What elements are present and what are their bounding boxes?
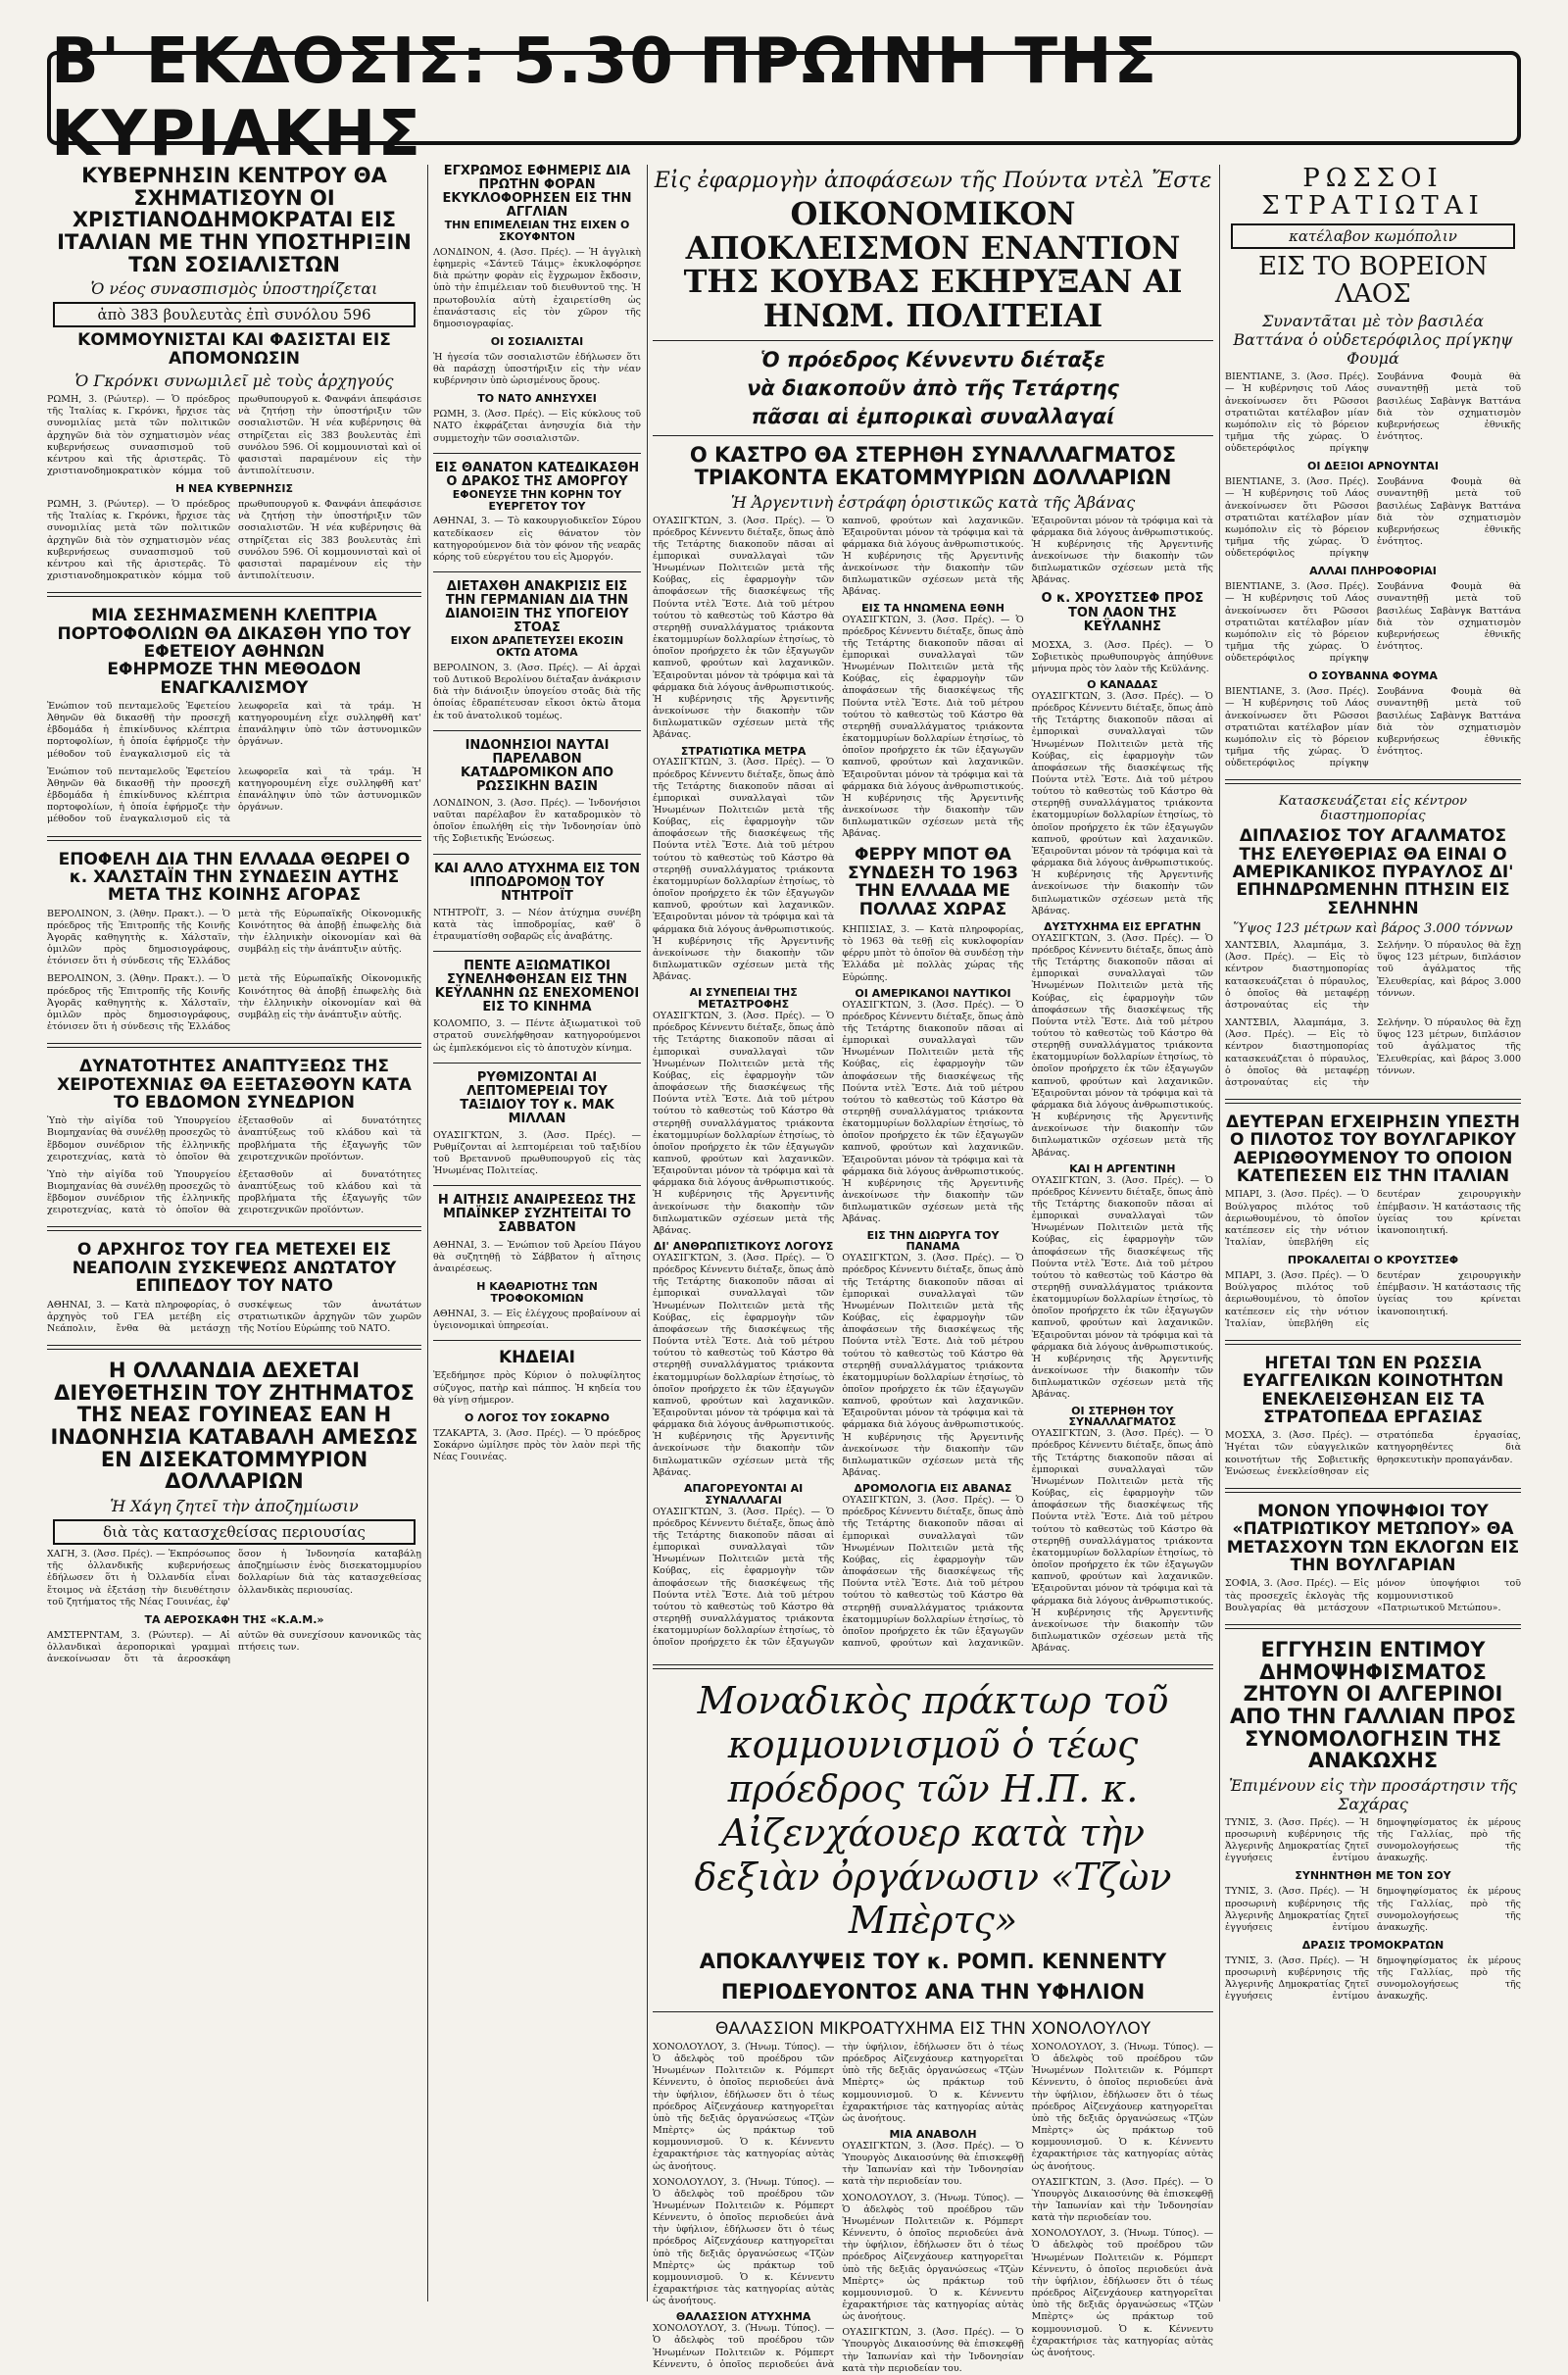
article-paragraph: ΟΥΑΣΙΓΚΤΩΝ, 3. (Ἀσσ. Πρές). — Ὁ πρόεδρος Κέννεντυ διέταξε, ὅπως ἀπὸ τῆς Τετάρτης διακοποῦν πᾶσαι αἱ ἐμπορικαὶ συναλλαγαὶ τῶν Ἡνωμένων Πολιτειῶν μετὰ τῆς Κούβας, εἰς ἐφαρμογὴν τῶν ἀποφάσεων τῆς διασκέψεως τῆς Πούντα ντὲλ Ἔστε. Διὰ τοῦ μέτρου τούτου τὸ καθεστὼς τοῦ Κάστρο θὰ στερηθῇ συναλλάγματος τριάκοντα ἑκατομμυρίων δολλαρίων ἐτησίως, τὸ ὁποῖον προήρχετο ἐκ τῶν ἐξαγωγῶν καπνοῦ, φρούτων καὶ λαχανικῶν. Ἐξαιροῦνται μόνον τὰ τρόφιμα καὶ τὰ φάρμακα διὰ λόγους ἀνθρωπιστικούς. Ἡ κυβέρνησις τῆς Ἀργεντινῆς ἀνεκοίνωσε τὴν διακοπὴν τῶν διπλωματικῶν σχέσεων μετὰ τῆς Ἀβάνας. (653, 515, 835, 741)
divider (47, 836, 421, 841)
article-paragraph: ΜΟΣΧΑ, 3. (Ἀσσ. Πρές). — Ὁ Σοβιετικὸς πρωθυπουργὸς ἀπηύθυνε μήνυμα πρὸς τὸν λαὸν τῆς Κεϋλάνης. (1031, 639, 1213, 674)
section-mini-heading: ΟΙ ΣΤΕΡΗΘΗ ΤΟΥ ΣΥΝΑΛΛΑΓΜΑΤΟΣ (1068, 1404, 1177, 1429)
article-body: ΧΑΝΤΣΒΙΛ, Ἀλαμπάμα, 3. (Ἀσσ. Πρές). — Εἰς τὸ κέντρον διαστημοπορίας κατασκευάζεται ὁ πύραυλος, ὁ ὁποῖος θὰ μεταφέρῃ ἀστροναύτας εἰς τὴν Σελήνην. Ὁ πύραυλος θὰ ἔχῃ ὕψος 123 μέτρων, διπλάσιον τοῦ ἀγάλματος τῆς Ἐλευθερίας, καὶ βάρος 3.000 τόννων. (1225, 940, 1521, 1011)
article-paragraph: ΧΟΝΟΛΟΥΛΟΥ, 3. (Ἡνωμ. Τύπος). — Ὁ ἀδελφὸς τοῦ προέδρου τῶν Ἡνωμένων Πολιτειῶν κ. Ρόμπερτ Κέννεντυ, ὁ ὁποῖος περιοδεύει ἀνὰ τὴν ὑφήλιον, ἐδήλωσεν ὅτι ὁ τέως πρόεδρος Αἰζενχάουερ κατηγορεῖται ὑπὸ τῆς δεξιᾶς ὀργανώσεως «Τζὼν Μπὲρτς» ὡς πράκτωρ τοῦ κομμουνισμοῦ. Ὁ κ. Κέννεντυ ἐχαρακτήρισε τὰς κατηγορίας αὐτὰς ὡς ἀνοήτους. (653, 2041, 835, 2172)
article-headline: Η ΑΙΤΗΣΙΣ ΑΝΑΙΡΕΣΕΩΣ ΤΗΣ ΜΠΑΪΝΚΕΡ ΣΥΖΗΤΕΙΤΑΙ ΤΟ ΣΑΒΒΑΤΟΝ (437, 1193, 637, 1236)
article-paragraph: ΟΥΑΣΙΓΚΤΩΝ, 3. (Ἀσσ. Πρές). — Ὁ πρόεδρος Κέννεντυ διέταξε, ὅπως ἀπὸ τῆς Τετάρτης διακοποῦν πᾶσαι αἱ ἐμπορικαὶ συναλλαγαὶ τῶν Ἡνωμένων Πολιτειῶν μετὰ τῆς Κούβας, εἰς ἐφαρμογὴν τῶν ἀποφάσεων τῆς διασκέψεως τῆς Πούντα ντὲλ Ἔστε. Διὰ τοῦ μέτρου τούτου τὸ καθεστὼς τοῦ Κάστρο θὰ στερηθῇ συναλλάγματος τριάκοντα ἑκατομμυρίων δολλαρίων ἐτησίως, τὸ ὁποῖον προήρχετο ἐκ τῶν ἐξαγωγῶν καπνοῦ, φρούτων καὶ λαχανικῶν. Ἐξαιροῦνται μόνον τὰ τρόφιμα καὶ τὰ φάρμακα διὰ λόγους ἀνθρωπιστικούς. Ἡ κυβέρνησις τῆς Ἀργεντινῆς ἀνεκοίνωσε τὴν διακοπὴν τῶν διπλωματικῶν σχέσεων μετὰ τῆς Ἀβάνας. (842, 999, 1024, 1225)
column-rule (647, 165, 648, 2301)
divider (1225, 1340, 1521, 1345)
edition-banner (47, 25, 1521, 171)
article-headline: ΡΥΘΜΙΖΟΝΤΑΙ ΑΙ ΛΕΠΤΟΜΕΡΕΙΑΙ ΤΟΥ ΤΑΞΙΔΙΟΥ ΤΟΥ κ. ΜΑΚ ΜΙΛΛΑΝ (460, 1069, 614, 1126)
article-eisenhower (653, 1679, 1213, 2375)
article-body: ΑΘΗΝΑΙ, 3. — Εἰς ἐλέγχους προβαίνουν αἱ ὑγειονομικαὶ ὑπηρεσίαι. (433, 1308, 641, 1331)
section-mini-heading: ΔΡΟΜΟΛΟΓΙΑ ΕΙΣ ΑΒΑΝΑΣ (854, 1482, 1012, 1496)
article-headline: ΠΕΝΤΕ ΑΞΙΩΜΑΤΙΚΟΙ ΣΥΝΕΛΗΦΘΗΣΑΝ ΕΙΣ ΤΗΝ ΚΕΫΛΑΝΗΝ ΩΣ ΕΝΕΧΟΜΕΝΟΙ ΕΙΣ ΤΟ ΚΙΝΗΜΑ (434, 959, 640, 1015)
section-mini-heading: ΔΥΣΤΥΧΗΜΑ ΕΙΣ ΕΡΓΑΤΗΝ (1044, 919, 1201, 933)
article-body: ΑΘΗΝΑΙ, 3. — Τὸ κακουργιοδικεῖον Σύρου κατεδίκασεν εἰς θάνατον τὸν κατηγορούμενον διὰ τὸν φόνον τῆς νεαρᾶς κόρης τοῦ εὐεργέτου του εἰς Ἀμοργόν. (433, 516, 641, 563)
divider (1225, 1099, 1521, 1104)
article-headline: ΡΩΣΣΟΙ ΣΤΡΑΤΙΩΤΑΙ (1261, 164, 1485, 222)
main-subheading: πᾶσαι αἱ ἐμπορικαὶ συναλλαγαί (751, 404, 1115, 428)
krushchev-headline: Ο κ. ΧΡΟΥΣΤΣΕΦ ΠΡΟΣ ΤΟΝ ΛΑΟΝ ΤΗΣ ΚΕΫΛΑΝΗΣ (1041, 591, 1204, 634)
article-body: ΡΩΜΗ, 3. (Ἀσσ. Πρές). — Εἰς κύκλους τοῦ ΝΑΤΟ ἐκφράζεται ἀνησυχία διὰ τὴν συμμετοχὴν τῶν σοσιαλιστῶν. (433, 409, 641, 444)
section-mini-heading: ΤΑ ΑΕΡΟΣΚΑΦΗ ΤΗΣ «Κ.Α.Μ.» (144, 1612, 324, 1626)
divider (1225, 1624, 1521, 1629)
divider (433, 951, 641, 952)
article-body: ΚΟΛΟΜΠΟ, 3. — Πέντε ἀξιωματικοὶ τοῦ στρατοῦ συνελήφθησαν κατηγορούμενοι ὡς ἐμπλεκόμενοι εἰς τὸ ἀποτυχὸν κίνημα. (433, 1018, 641, 1054)
section-mini-heading: Η ΚΑΘΑΡΙΟΤΗΣ ΤΩΝ ΤΡΟΦΟΚΟΜΙΩΝ (476, 1279, 598, 1305)
section-mini-heading: Ο ΚΑΝΑΔΑΣ (1087, 678, 1158, 692)
article-body: ΑΜΣΤΕΡΝΤΑΜ, 3. (Ρώυτερ). — Αἱ ὀλλανδικαὶ ἀεροπορικαὶ γραμμαὶ ἀνεκοίνωσαν ὅτι τὰ ἀεροσκάφη αὐτῶν θὰ συνεχίσουν κανονικῶς τὰς πτήσεις των. (47, 1629, 421, 1665)
article-headline: Η ΟΛΛΑΝΔΙΑ ΔΕΧΕΤΑΙ ΔΙΕΥΘΕΤΗΣΙΝ ΤΟΥ ΖΗΤΗΜΑΤΟΣ ΤΗΣ ΝΕΑΣ ΓΟΥΙΝΕΑΣ ΕΑΝ Η ΙΝΔΟΝΗΣΙΑ ΚΑΤΑΒΑΛΗ ΑΜΕΣΩΣ ΕΝ ΔΙΣΕΚΑΤΟΜΜΥΡΙΟΝ ΔΟΛΛΑΡΙΩΝ (50, 1359, 418, 1494)
article-amorgos (433, 462, 641, 564)
article-paragraph: ΟΥΑΣΙΓΚΤΩΝ, 3. (Ἀσσ. Πρές). — Ὁ Ὑπουργὸς Δικαιοσύνης θὰ ἐπισκεφθῇ τὴν Ἰαπωνίαν καὶ τὴν Ἰνδονησίαν κατὰ τὴν περιοδείαν του. (1031, 2176, 1213, 2224)
article-body: ΧΑΓΗ, 3. (Ἀσσ. Πρές). — Ἐκπρόσωπος τῆς ὀλλανδικῆς κυβερνήσεως ἐδήλωσεν ὅτι ἡ Ὀλλανδία εἶναι ἕτοιμος νὰ ἐξετάσῃ τὴν διευθέτησιν τοῦ ζητήματος τῆς Νέας Γουινέας, ἐφ' ὅσον ἡ Ἰνδονησία καταβάλῃ ἀποζημίωσιν ἑνὸς δισεκατομμυρίου δολλαρίων διὰ τὰς κατασχεθείσας ὀλλανδικὰς περιουσίας. (47, 1549, 421, 1608)
article-headline: Ο ΚΑΣΤΡΟ ΘΑ ΣΤΕΡΗΘΗ ΣΥΝΑΛΛΑΓΜΑΤΟΣ ΤΡΙΑΚΟΝΤΑ ΕΚΑΤΟΜΜΥΡΙΩΝ ΔΟΛΛΑΡΙΩΝ (689, 443, 1177, 489)
divider (47, 1226, 421, 1231)
divider (653, 435, 1213, 436)
article-evangelicals (1225, 1355, 1521, 1478)
article-body: ΒΕΡΟΛΙΝΟΝ, 3. (Ἀσσ. Πρές). — Αἱ ἀρχαὶ τοῦ Δυτικοῦ Βερολίνου διέταξαν ἀνάκρισιν διὰ τὴν διάνοιξιν ὑπογείου στοᾶς διὰ τῆς ὁποίας ἐδραπέτευσαν εἴκοσι ὀκτὼ ἄτομα ἐκ τοῦ ἀνατολικοῦ τομέως. (433, 662, 641, 721)
article-headline: ΕΙΣ ΘΑΝΑΤΟΝ ΚΑΤΕΔΙΚΑΣΘΗ Ο ΔΡΑΚΟΣ ΤΗΣ ΑΜΟΡΓΟΥ (434, 460, 640, 489)
article-subheading: Ἐπιμένουν εἰς τὴν προσάρτησιν τῆς Σαχάρας (1228, 1775, 1517, 1813)
article-crafts (47, 1058, 421, 1216)
section-mini-heading: ΚΑΙ Η ΑΡΓΕΝΤΙΝΗ (1069, 1162, 1176, 1175)
article-headline-secondary: ΚΟΜΜΟΥΝΙΣΤΑΙ ΚΑΙ ΦΑΣΙΣΤΑΙ ΕΙΣ ΑΠΟΜΟΝΩΣΙΝ (77, 330, 391, 369)
section-mini-heading: ΔΙ' ΑΝΘΡΩΠΙΣΤΙΚΟΥΣ ΛΟΓΟΥΣ (653, 1240, 834, 1254)
article-body: ΑΘΗΝΑΙ, 3. — Ἐνώπιον τοῦ Ἀρείου Πάγου θὰ συζητηθῇ τὸ Σάββατον ἡ αἴτησις ἀναιρέσεως. (433, 1239, 641, 1274)
edition-banner-text: Β' ΕΚΔΟΣΙΣ: 5.30 ΠΡΩΙΝΗ ΤΗΣ ΚΥΡΙΑΚΗΣ (51, 25, 1159, 171)
divider (47, 1345, 421, 1350)
article-headline-secondary: ΕΦΗΡΜΟΖΕ ΤΗΝ ΜΕΘΟΔΟΝ ΕΝΑΓΚΑΛΙΣΜΟΥ (107, 660, 362, 698)
section-mini-heading: ΟΙ ΣΟΣΙΑΛΙΣΤΑΙ (490, 334, 584, 348)
article-subheading: Ἡ Ἀργεντινὴ ἐστράφη ὁριστικῶς κατὰ τῆς Ἀβάνας (730, 492, 1136, 512)
divider (1225, 1488, 1521, 1493)
article-body: ΛΟΝΔΙΝΟΝ, 4. (Ἀσσ. Πρές). — Ἡ ἀγγλικὴ ἐφημερὶς «Σάντεϋ Τάιμς» ἐκυκλοφόρησε διὰ πρώτην φορὰν εἰς ἔγχρωμον ἔκδοσιν, ὑπὸ τὴν ἐπιμέλειαν τοῦ διευθυντοῦ της. Ἡ πρωτοβουλία αὐτὴ ἐχαιρετίσθη ὡς ἐπανάστασις εἰς τὸν χῶρον τῆς δημοσιογραφίας. (433, 246, 641, 329)
article-headline: ΗΓΕΤΑΙ ΤΩΝ ΕΝ ΡΩΣΣΙΑ ΕΥΑΓΓΕΛΙΚΩΝ ΚΟΙΝΟΤΗΤΩΝ ΕΝΕΚΛΕΙΣΘΗΣΑΝ ΕΙΣ ΤΑ ΣΤΡΑΤΟΠΕΔΑ ΕΡΓΑΣΙΑΣ (1242, 1353, 1504, 1427)
section-mini-heading: ΘΑΛΑΣΣΙΟΝ ΑΤΥΧΗΜΑ (675, 2310, 811, 2324)
divider (433, 1185, 641, 1186)
article-headline: ΚΗΔΕΙΑΙ (499, 1348, 575, 1368)
article-color-paper (433, 165, 641, 445)
ferry-headline: ΦΕΡΡΥ ΜΠΟΤ ΘΑ ΣΥΝΔΕΣΗ ΤΟ 1963 ΤΗΝ ΕΛΛΑΔΑ ΜΕ ΠΟΛΛΑΣ ΧΩΡΑΣ (848, 845, 1018, 919)
article-funerals (433, 1349, 641, 1463)
article-paragraph: ΟΥΑΣΙΓΚΤΩΝ, 3. (Ἀσσ. Πρές). — Ὁ πρόεδρος Κέννεντυ διέταξε, ὅπως ἀπὸ τῆς Τετάρτης διακοποῦν πᾶσαι αἱ ἐμπορικαὶ συναλλαγαὶ τῶν Ἡνωμένων Πολιτειῶν μετὰ τῆς Κούβας, εἰς ἐφαρμογὴν τῶν ἀποφάσεων τῆς διασκέψεως τῆς Πούντα ντὲλ Ἔστε. Διὰ τοῦ μέτρου τούτου τὸ καθεστὼς τοῦ Κάστρο θὰ στερηθῇ συναλλάγματος τριάκοντα ἑκατομμυρίων δολλαρίων ἐτησίως, τὸ ὁποῖον προήρχετο ἐκ τῶν ἐξαγωγῶν καπνοῦ, φρούτων καὶ λαχανικῶν. Ἐξαιροῦνται μόνον τὰ τρόφιμα καὶ τὰ φάρμακα διὰ λόγους ἀνθρωπιστικούς. Ἡ κυβέρνησις τῆς Ἀργεντινῆς ἀνεκοίνωσε τὴν διακοπὴν τῶν διπλωματικῶν σχέσεων μετὰ τῆς Ἀβάνας. (653, 1252, 835, 1478)
section-mini-heading: ΠΡΟΚΑΛΕΙΤΑΙ Ο ΚΡΟΥΣΤΣΕΦ (1287, 1254, 1459, 1267)
boxed-subheading: κατέλαβον κωμόπολιν (1231, 223, 1515, 249)
article-headline: Ο ΑΡΧΗΓΟΣ ΤΟΥ ΓΕΑ ΜΕΤΕΧΕΙ ΕΙΣ ΝΕΑΠΟΛΙΝ ΣΥΣΚΕΨΕΩΣ ΑΝΩΤΑΤΟΥ ΕΠΙΠΕΔΟΥ ΤΟΥ ΝΑΤΟ (72, 1240, 397, 1297)
feature-subheading: ΠΕΡΙΟΔΕΥΟΝΤΟΣ ΑΝΑ ΤΗΝ ΥΦΗΛΙΟΝ (720, 1979, 1146, 2004)
article-body-columns (653, 2042, 1213, 2375)
section-mini-heading: ΟΙ ΑΜΕΡΙΚΑΝΟΙ ΝΑΥΤΙΚΟΙ (855, 986, 1011, 1000)
divider (653, 1664, 1213, 1669)
column-rule (427, 165, 428, 2301)
article-body: ΣΟΦΙΑ, 3. (Ἀσσ. Πρές). — Εἰς τὰς προσεχεῖς ἐκλογὰς τῆς Βουλγαρίας θὰ μετάσχουν μόνον ὑποψήφιοι τοῦ κομμουνιστικοῦ «Πατριωτικοῦ Μετώπου». (1225, 1578, 1521, 1613)
article-headline: ΕΓΧΡΩΜΟΣ ΕΦΗΜΕΡΙΣ ΔΙΑ ΠΡΩΤΗΝ ΦΟΡΑΝ ΕΚΥΚΛΟΦΟΡΗΣΕΝ ΕΙΣ ΤΗΝ ΑΓΓΛΙΑΝ (442, 164, 632, 221)
article-bulgaria-elections (1225, 1503, 1521, 1614)
article-body: ΒΙΕΝΤΙΑΝΕ, 3. (Ἀσσ. Πρές). — Ἡ κυβέρνησις τοῦ Λάος ἀνεκοίνωσεν ὅτι Ρῶσσοι στρατιῶται κατέλαβον μίαν κωμόπολιν εἰς τὸ βόρειον τμῆμα τῆς χώρας. Ὁ οὐδετερόφιλος πρίγκηψ Σουβάννα Φουμὰ θὰ συναντηθῇ μετὰ τοῦ βασιλέως Σαβὰνγκ Βαττάνα διὰ τὸν σχηματισμὸν κυβερνήσεως ἐθνικῆς ἑνότητος. (1225, 581, 1521, 665)
section-mini-heading: Η ΝΕΑ ΚΥΒΕΡΝΗΣΙΣ (174, 482, 294, 496)
article-body: Ὑπὸ τὴν αἰγίδα τοῦ Ὑπουργείου Βιομηχανίας θὰ συνέλθῃ προσεχῶς τὸ ἕβδομον συνέδριον τῆς ἑλληνικῆς χειροτεχνίας, κατὰ τὸ ὁποῖον θὰ ἐξετασθοῦν αἱ δυνατότητες ἀναπτύξεως τοῦ κλάδου καὶ τὰ προβλήματα τῆς ἐξαγωγῆς τῶν χειροτεχνικῶν προϊόντων. (47, 1168, 421, 1216)
article-hippodrome (433, 863, 641, 944)
divider (433, 730, 641, 731)
article-subheading: ΕΙΧΟΝ ΔΡΑΠΕΤΕΥΣΕΙ ΕΚΟΣΙΝ ΟΚΤΩ ΑΤΟΜΑ (450, 634, 624, 660)
article-body: Ἐνώπιον τοῦ πενταμελοῦς Ἐφετείου Ἀθηνῶν θὰ δικασθῇ τὴν προσεχῆ ἑβδομάδα ἡ ἐπικίνδυνος κλέπτρια πορτοφολίων, ἡ ὁποία ἐφήρμοζε τὴν μέθοδον τοῦ ἐναγκαλισμοῦ εἰς τὰ λεωφορεῖα καὶ τὰ τράμ. Ἡ κατηγορουμένη εἶχε συλληφθῆ κατ' ἐπανάληψιν ὑπὸ τῶν ἀστυνομικῶν ὀργάνων. (47, 766, 421, 825)
section-mini-heading: ΑΛΛΑΙ ΠΛΗΡΟΦΟΡΙΑΙ (1309, 565, 1437, 578)
article-body: ΡΩΜΗ, 3. (Ρώυτερ). — Ὁ πρόεδρος τῆς Ἰταλίας κ. Γκρόνκι, ἤρχισε τὰς συνομιλίας μετὰ τῶν πολιτικῶν ἀρχηγῶν διὰ τὸν σχηματισμὸν νέας κυβερνήσεως συνασπισμοῦ τοῦ κέντρου καὶ τῆς ἀριστερᾶς. Τὸ χριστιανοδημοκρατικὸν κόμμα τοῦ πρωθυπουργοῦ κ. Φανφάνι ἀπεφάσισε νὰ ζητήσῃ τὴν ὑποστήριξιν τῶν σοσιαλιστῶν. Ἡ νέα κυβέρνησις θὰ στηρίζεται εἰς 383 βουλευτὰς ἐπὶ συνόλου 596. Οἱ κομμουνισταὶ καὶ οἱ φασισταὶ παραμένουν εἰς τὴν ἀντιπολίτευσιν. (47, 394, 421, 477)
feature-headline: Μοναδικὸς πράκτωρ τοῦ κομμουνισμοῦ ὁ τέως πρόεδρος τῶν Η.Π. κ. Αἰζενχάουερ κατὰ τὴν δεξιὰν ὀργάνωσιν «Τζὼν Μπὲρτς» (694, 1679, 1172, 1943)
article-body: ΜΠΑΡΙ, 3. (Ἀσσ. Πρές). — Ὁ Βούλγαρος πιλότος τοῦ ἀεριωθουμένου, τὸ ὁποῖον κατέπεσεν εἰς τὴν νότιον Ἰταλίαν, ὑπεβλήθη εἰς δευτέραν χειρουργικὴν ἐπέμβασιν. Ἡ κατάστασις τῆς ὑγείας του κρίνεται ἱκανοποιητική. (1225, 1270, 1521, 1329)
article-paragraph: ΟΥΑΣΙΓΚΤΩΝ, 3. (Ἀσσ. Πρές). — Ὁ πρόεδρος Κέννεντυ διέταξε, ὅπως ἀπὸ τῆς Τετάρτης διακοποῦν πᾶσαι αἱ ἐμπορικαὶ συναλλαγαὶ τῶν Ἡνωμένων Πολιτειῶν μετὰ τῆς Κούβας, εἰς ἐφαρμογὴν τῶν ἀποφάσεων τῆς διασκέψεως τῆς Πούντα ντὲλ Ἔστε. Διὰ τοῦ μέτρου τούτου τὸ καθεστὼς τοῦ Κάστρο θὰ στερηθῇ συναλλάγματος τριάκοντα ἑκατομμυρίων δολλαρίων ἐτησίως, τὸ ὁποῖον προήρχετο ἐκ τῶν ἐξαγωγῶν καπνοῦ, φρούτων καὶ λαχανικῶν. Ἐξαιροῦνται μόνον τὰ τρόφιμα καὶ τὰ φάρμακα διὰ λόγους ἀνθρωπιστικούς. Ἡ κυβέρνησις τῆς Ἀργεντινῆς ἀνεκοίνωσε τὴν διακοπὴν τῶν διπλωματικῶν σχέσεων μετὰ τῆς Ἀβάνας. (653, 515, 1024, 1649)
article-body: ΑΘΗΝΑΙ, 3. — Κατὰ πληροφορίας, ὁ ἀρχηγὸς τοῦ ΓΕΑ μετέβη εἰς Νεάπολιν, ἔνθα θὰ μετάσχῃ συσκέψεως τῶν ἀνωτάτων στρατιωτικῶν ἀρχηγῶν τῶν χωρῶν τῆς Νοτίου Εὐρώπης τοῦ ΝΑΤΟ. (47, 1299, 421, 1334)
divider (653, 340, 1213, 341)
column-4 (1225, 165, 1521, 2311)
article-paragraph: ΟΥΑΣΙΓΚΤΩΝ, 3. (Ἀσσ. Πρές). — Ὁ πρόεδρος Κέννεντυ διέταξε, ὅπως ἀπὸ τῆς Τετάρτης διακοποῦν πᾶσαι αἱ ἐμπορικαὶ συναλλαγαὶ τῶν Ἡνωμένων Πολιτειῶν μετὰ τῆς Κούβας, εἰς ἐφαρμογὴν τῶν ἀποφάσεων τῆς διασκέψεως τῆς Πούντα ντὲλ Ἔστε. Διὰ τοῦ μέτρου τούτου τὸ καθεστὼς τοῦ Κάστρο θὰ στερηθῇ συναλλάγματος τριάκοντα ἑκατομμυρίων δολλαρίων ἐτησίως, τὸ ὁποῖον προήρχετο ἐκ τῶν ἐξαγωγῶν καπνοῦ, φρούτων καὶ λαχανικῶν. Ἐξαιροῦνται μόνον τὰ τρόφιμα καὶ τὰ φάρμακα διὰ λόγους ἀνθρωπιστικούς. Ἡ κυβέρνησις τῆς Ἀργεντινῆς ἀνεκοίνωσε τὴν διακοπὴν τῶν διπλωματικῶν σχέσεων μετὰ τῆς Ἀβάνας. (842, 515, 1213, 1650)
column-2 (433, 165, 641, 2311)
article-paragraph: ΟΥΑΣΙΓΚΤΩΝ, 3. (Ἀσσ. Πρές). — Ὁ πρόεδρος Κέννεντυ διέταξε, ὅπως ἀπὸ τῆς Τετάρτης διακοποῦν πᾶσαι αἱ ἐμπορικαὶ συναλλαγαὶ τῶν Ἡνωμένων Πολιτειῶν μετὰ τῆς Κούβας, εἰς ἐφαρμογὴν τῶν ἀποφάσεων τῆς διασκέψεως τῆς Πούντα ντὲλ Ἔστε. Διὰ τοῦ μέτρου τούτου τὸ καθεστὼς τοῦ Κάστρο θὰ στερηθῇ συναλλάγματος τριάκοντα ἑκατομμυρίων δολλαρίων ἐτησίως, τὸ ὁποῖον προήρχετο ἐκ τῶν ἐξαγωγῶν καπνοῦ, φρούτων καὶ λαχανικῶν. Ἐξαιροῦνται μόνον τὰ τρόφιμα καὶ τὰ φάρμακα διὰ λόγους ἀνθρωπιστικούς. Ἡ κυβέρνησις τῆς Ἀργεντινῆς ἀνεκοίνωσε τὴν διακοπὴν τῶν διπλωματικῶν σχέσεων μετὰ τῆς Ἀβάνας. (842, 614, 1024, 840)
article-paragraph: ΟΥΑΣΙΓΚΤΩΝ, 3. (Ἀσσ. Πρές). — Ὁ πρόεδρος Κέννεντυ διέταξε, ὅπως ἀπὸ τῆς Τετάρτης διακοποῦν πᾶσαι αἱ ἐμπορικαὶ συναλλαγαὶ τῶν Ἡνωμένων Πολιτειῶν μετὰ τῆς Κούβας, εἰς ἐφαρμογὴν τῶν ἀποφάσεων τῆς διασκέψεως τῆς Πούντα ντὲλ Ἔστε. Διὰ τοῦ μέτρου τούτου τὸ καθεστὼς τοῦ Κάστρο θὰ στερηθῇ συναλλάγματος τριάκοντα ἑκατομμυρίων δολλαρίων ἐτησίως, τὸ ὁποῖον προήρχετο ἐκ τῶν ἐξαγωγῶν καπνοῦ, φρούτων καὶ λαχανικῶν. Ἐξαιροῦνται μόνον τὰ τρόφιμα καὶ τὰ φάρμακα διὰ λόγους ἀνθρωπιστικούς. Ἡ κυβέρνησις τῆς Ἀργεντινῆς ἀνεκοίνωσε τὴν διακοπὴν τῶν διπλωματικῶν σχέσεων μετὰ τῆς Ἀβάνας. (1031, 1174, 1213, 1401)
article-paragraph: ΧΟΝΟΛΟΥΛΟΥ, 3. (Ἡνωμ. Τύπος). — Ὁ ἀδελφὸς τοῦ προέδρου τῶν Ἡνωμένων Πολιτειῶν κ. Ρόμπερτ Κέννεντυ, ὁ ὁποῖος περιοδεύει ἀνὰ τὴν ὑφήλιον, ἐδήλωσεν ὅτι ὁ τέως πρόεδρος Αἰζενχάουερ κατηγορεῖται ὑπὸ τῆς δεξιᾶς ὀργανώσεως «Τζὼν Μπὲρτς» ὡς πράκτωρ τοῦ κομμουνισμοῦ. Ὁ κ. Κέννεντυ ἐχαρακτήρισε τὰς κατηγορίας αὐτὰς ὡς ἀνοήτους. (1031, 2228, 1213, 2358)
section-mini-heading: ΑΙ ΣΥΝΕΠΕΙΑΙ ΤΗΣ ΜΕΤΑΣΤΡΟΦΗΣ (689, 986, 798, 1012)
divider (433, 571, 641, 572)
article-paragraph: ΟΥΑΣΙΓΚΤΩΝ, 3. (Ἀσσ. Πρές). — Ὁ πρόεδρος Κέννεντυ διέταξε, ὅπως ἀπὸ τῆς Τετάρτης διακοποῦν πᾶσαι αἱ ἐμπορικαὶ συναλλαγαὶ τῶν Ἡνωμένων Πολιτειῶν μετὰ τῆς Κούβας, εἰς ἐφαρμογὴν τῶν ἀποφάσεων τῆς διασκέψεως τῆς Πούντα ντὲλ Ἔστε. Διὰ τοῦ μέτρου τούτου τὸ καθεστὼς τοῦ Κάστρο θὰ στερηθῇ συναλλάγματος τριάκοντα ἑκατομμυρίων δολλαρίων ἐτησίως, τὸ ὁποῖον προήρχετο ἐκ τῶν ἐξαγωγῶν καπνοῦ, φρούτων καὶ λαχανικῶν. Ἐξαιροῦνται μόνον τὰ τρόφιμα καὶ τὰ φάρμακα διὰ λόγους ἀνθρωπιστικούς. Ἡ κυβέρνησις τῆς Ἀργεντινῆς ἀνεκοίνωσε τὴν διακοπὴν τῶν διπλωματικῶν σχέσεων μετὰ τῆς Ἀβάνας. (1031, 932, 1213, 1159)
article-ceylon-officers (433, 960, 641, 1055)
article-body: ΤΥΝΙΣ, 3. (Ἀσσ. Πρές). — Ἡ προσωρινὴ κυβέρνησις τῆς Ἀλγερινῆς Δημοκρατίας ζητεῖ ἐγγυήσεις ἐντίμου δημοψηφίσματος ἐκ μέρους τῆς Γαλλίας, πρὸ τῆς συνομολογήσεως τῆς ἀνακωχῆς. (1225, 1886, 1521, 1933)
main-subheading: Ὁ πρόεδρος Κέννεντυ διέταξε (760, 348, 1105, 372)
article-paragraph: ΟΥΑΣΙΓΚΤΩΝ, 3. (Ἀσσ. Πρές). — Ὁ πρόεδρος Κέννεντυ διέταξε, ὅπως ἀπὸ τῆς Τετάρτης διακοποῦν πᾶσαι αἱ ἐμπορικαὶ συναλλαγαὶ τῶν Ἡνωμένων Πολιτειῶν μετὰ τῆς Κούβας, εἰς ἐφαρμογὴν τῶν ἀποφάσεων τῆς διασκέψεως τῆς Πούντα ντὲλ Ἔστε. Διὰ τοῦ μέτρου τούτου τὸ καθεστὼς τοῦ Κάστρο θὰ στερηθῇ συναλλάγματος τριάκοντα ἑκατομμυρίων δολλαρίων ἐτησίως, τὸ ὁποῖον προήρχετο ἐκ τῶν ἐξαγωγῶν καπνοῦ, φρούτων καὶ λαχανικῶν. Ἐξαιροῦνται μόνον τὰ τρόφιμα καὶ τὰ φάρμακα διὰ λόγους ἀνθρωπιστικούς. Ἡ κυβέρνησις τῆς Ἀργεντινῆς ἀνεκοίνωσε τὴν διακοπὴν τῶν διπλωματικῶν σχέσεων μετὰ τῆς Ἀβάνας. (1031, 1428, 1213, 1655)
divider (433, 1340, 641, 1341)
boxed-subheading: ἀπὸ 383 βουλευτὰς ἐπὶ συνόλου 596 (53, 302, 416, 327)
article-bulgarian-pilot (1225, 1113, 1521, 1330)
article-body: Ἡ ἡγεσία τῶν σοσιαλιστῶν ἐδήλωσεν ὅτι θὰ παράσχῃ ὑποστήριξιν εἰς τὴν νέαν κυβέρνησιν ὑπὸ ὡρισμένους ὅρους. (433, 351, 641, 387)
article-paragraph: ΟΥΑΣΙΓΚΤΩΝ, 3. (Ἀσσ. Πρές). — Ὁ Ὑπουργὸς Δικαιοσύνης θὰ ἐπισκεφθῇ τὴν Ἰαπωνίαν καὶ τὴν Ἰνδονησίαν κατὰ τὴν περιοδείαν του. (842, 2327, 1024, 2374)
section-mini-heading: ΟΙ ΔΕΞΙΟΙ ΑΡΝΟΥΝΤΑΙ (1306, 460, 1440, 473)
column-1 (47, 165, 421, 2311)
article-body: ΒΙΕΝΤΙΑΝΕ, 3. (Ἀσσ. Πρές). — Ἡ κυβέρνησις τοῦ Λάος ἀνεκοίνωσεν ὅτι Ρῶσσοι στρατιῶται κατέλαβον μίαν κωμόπολιν εἰς τὸ βόρειον τμῆμα τῆς χώρας. Ὁ οὐδετερόφιλος πρίγκηψ Σουβάννα Φουμὰ θὰ συναντηθῇ μετὰ τοῦ βασιλέως Σαβὰνγκ Βαττάνα διὰ τὸν σχηματισμὸν κυβερνήσεως ἐθνικῆς ἑνότητος. (1225, 371, 1521, 455)
article-body: ΜΟΣΧΑ, 3. (Ἀσσ. Πρές). — Ἡγέται τῶν εὐαγγελικῶν κοινοτήτων τῆς Σοβιετικῆς Ἑνώσεως ἐνεκλείσθησαν εἰς στρατόπεδα ἐργασίας, κατηγορηθέντες διὰ θρησκευτικὴν προπαγάνδαν. (1225, 1430, 1521, 1477)
article-paragraph: ΟΥΑΣΙΓΚΤΩΝ, 3. (Ἀσσ. Πρές). — Ὁ πρόεδρος Κέννεντυ διέταξε, ὅπως ἀπὸ τῆς Τετάρτης διακοποῦν πᾶσαι αἱ ἐμπορικαὶ συναλλαγαὶ τῶν Ἡνωμένων Πολιτειῶν μετὰ τῆς Κούβας, εἰς ἐφαρμογὴν τῶν ἀποφάσεων τῆς διασκέψεως τῆς Πούντα ντὲλ Ἔστε. Διὰ τοῦ μέτρου τούτου τὸ καθεστὼς τοῦ Κάστρο θὰ στερηθῇ συναλλάγματος τριάκοντα ἑκατομμυρίων δολλαρίων ἐτησίως, τὸ ὁποῖον προήρχετο ἐκ τῶν ἐξαγωγῶν καπνοῦ, φρούτων καὶ λαχανικῶν. Ἐξαιροῦνται μόνον τὰ τρόφιμα καὶ τὰ φάρμακα διὰ λόγους ἀνθρωπιστικούς. Ἡ κυβέρνησις τῆς Ἀργεντινῆς ἀνεκοίνωσε τὴν διακοπὴν τῶν διπλωματικῶν σχέσεων μετὰ τῆς Ἀβάνας. (653, 1011, 835, 1236)
article-paragraph: ΧΟΝΟΛΟΥΛΟΥ, 3. (Ἡνωμ. Τύπος). — Ὁ ἀδελφὸς τοῦ προέδρου τῶν Ἡνωμένων Πολιτειῶν κ. Ρόμπερτ Κέννεντυ, ὁ ὁποῖος περιοδεύει ἀνὰ τὴν ὑφήλιον, ἐδήλωσεν ὅτι ὁ τέως πρόεδρος Αἰζενχάουερ κατηγορεῖται ὑπὸ τῆς δεξιᾶς ὀργανώσεως «Τζὼν Μπὲρτς» ὡς πράκτωρ τοῦ κομμουνισμοῦ. Ὁ κ. Κέννεντυ ἐχαρακτήρισε τὰς κατηγορίας αὐτὰς ὡς ἀνοήτους. (653, 2041, 1024, 2370)
article-macmillan (433, 1071, 641, 1178)
article-body: ΤΥΝΙΣ, 3. (Ἀσσ. Πρές). — Ἡ προσωρινὴ κυβέρνησις τῆς Ἀλγερινῆς Δημοκρατίας ζητεῖ ἐγγυήσεις ἐντίμου δημοψηφίσματος ἐκ μέρους τῆς Γαλλίας, πρὸ τῆς συνομολογήσεως τῆς ἀνακωχῆς. (1225, 1816, 1521, 1864)
column-3 (653, 165, 1213, 2374)
article-body: ΤΖΑΚΑΡΤΑ, 3. (Ἀσσ. Πρές). — Ὁ πρόεδρος Σοκάρνο ὡμίλησε πρὸς τὸν λαὸν περὶ τῆς Νέας Γουινέας. (433, 1427, 641, 1463)
section-mini-heading: ΤΟ ΝΑΤΟ ΑΝΗΣΥΧΕΙ (477, 392, 597, 406)
article-subheading: Ὁ νέος συνασπισμὸς ὑποστηρίζεται (90, 279, 378, 299)
article-nato (47, 1241, 421, 1335)
article-paragraph: ΧΟΝΟΛΟΥΛΟΥ, 3. (Ἡνωμ. Τύπος). — Ὁ ἀδελφὸς τοῦ προέδρου τῶν Ἡνωμένων Πολιτειῶν κ. Ρόμπερτ Κέννεντυ, ὁ ὁποῖος περιοδεύει ἀνὰ τὴν ὑφήλιον, ἐδήλωσεν ὅτι ὁ τέως πρόεδρος Αἰζενχάουερ κατηγορεῖται ὑπὸ τῆς δεξιᾶς ὀργανώσεως «Τζὼν Μπὲρτς» ὡς πράκτωρ τοῦ κομμουνισμοῦ. Ὁ κ. Κέννεντυ ἐχαρακτήρισε τὰς κατηγορίας αὐτὰς ὡς ἀνοήτους. (653, 2176, 835, 2307)
section-mini-heading: ΣΤΡΑΤΙΩΤΙΚΑ ΜΕΤΡΑ (680, 744, 807, 758)
article-body: Ἐξεδήμησε πρὸς Κύριον ὁ πολυφίλητος σύζυγος, πατὴρ καὶ πάππος. Ἡ κηδεία του θὰ γίνῃ σήμερον. (433, 1370, 641, 1406)
column-rule (1219, 165, 1220, 2301)
article-thief (47, 607, 421, 825)
divider (433, 453, 641, 454)
article-headline: ΔΕΥΤΕΡΑΝ ΕΓΧΕΙΡΗΣΙΝ ΥΠΕΣΤΗ Ο ΠΙΛΟΤΟΣ ΤΟΥ ΒΟΥΛΓΑΡΙΚΟΥ ΑΕΡΙΩΘΟΥΜΕΝΟΥ ΤΟ ΟΠΟΙΟΝ ΚΑΤΕΠΕΣΕΝ ΕΙΣ ΤΗΝ ΙΤΑΛΙΑΝ (1226, 1112, 1520, 1187)
article-headline: ΙΝΔΟΝΗΣΙΟΙ ΝΑΥΤΑΙ ΠΑΡΕΛΑΒΟΝ ΚΑΤΑΔΡΟΜΙΚΟΝ ΑΠΟ ΡΩΣΣΙΚΗΝ ΒΑΣΙΝ (461, 737, 613, 794)
divider (653, 2011, 1213, 2012)
article-subheading: Ἡ Χάγη ζητεῖ τὴν ἀποζημίωσιν (110, 1497, 359, 1516)
divider (47, 1043, 421, 1048)
article-body: ΧΑΝΤΣΒΙΛ, Ἀλαμπάμα, 3. (Ἀσσ. Πρές). — Εἰς τὸ κέντρον διαστημοπορίας κατασκευάζεται ὁ πύραυλος, ὁ ὁποῖος θὰ μεταφέρῃ ἀστροναύτας εἰς τὴν Σελήνην. Ὁ πύραυλος θὰ ἔχῃ ὕψος 123 μέτρων, διπλάσιον τοῦ ἀγάλματος τῆς Ἐλευθερίας, καὶ βάρος 3.000 τόννων. (1225, 1017, 1521, 1088)
section-mini-heading: Ο ΛΟΓΟΣ ΤΟΥ ΣΟΚΑΡΝΟ (465, 1410, 610, 1424)
section-mini-heading: Ο ΣΟΥΒΑΝΝΑ ΦΟΥΜΑ (1308, 669, 1438, 683)
article-paragraph: ΟΥΑΣΙΓΚΤΩΝ, 3. (Ἀσσ. Πρές). — Ὁ πρόεδρος Κέννεντυ διέταξε, ὅπως ἀπὸ τῆς Τετάρτης διακοποῦν πᾶσαι αἱ ἐμπορικαὶ συναλλαγαὶ τῶν Ἡνωμένων Πολιτειῶν μετὰ τῆς Κούβας, εἰς ἐφαρμογὴν τῶν ἀποφάσεων τῆς διασκέψεως τῆς Πούντα ντὲλ Ἔστε. Διὰ τοῦ μέτρου τούτου τὸ καθεστὼς τοῦ Κάστρο θὰ στερηθῇ συναλλάγματος τριάκοντα ἑκατομμυρίων δολλαρίων ἐτησίως, τὸ ὁποῖον προήρχετο ἐκ τῶν ἐξαγωγῶν καπνοῦ, φρούτων καὶ λαχανικῶν. Ἐξαιροῦνται μόνον τὰ τρόφιμα καὶ τὰ φάρμακα διὰ λόγους ἀνθρωπιστικούς. Ἡ κυβέρνησις τῆς Ἀργεντινῆς ἀνεκοίνωσε τὴν διακοπὴν τῶν διπλωματικῶν σχέσεων μετὰ τῆς Ἀβάνας. (842, 1253, 1024, 1479)
article-subheading: ΤΗΝ ΕΠΙΜΕΛΕΙΑΝ ΤΗΣ ΕΙΧΕΝ Ο ΣΚΟΥΦΝΤΟΝ (444, 219, 630, 243)
article-paragraph: ΟΥΑΣΙΓΚΤΩΝ, 3. (Ἀσσ. Πρές). — Ὁ Ὑπουργὸς Δικαιοσύνης θὰ ἐπισκεφθῇ τὴν Ἰαπωνίαν καὶ τὴν Ἰνδονησίαν κατὰ τὴν περιοδείαν του. (842, 2140, 1024, 2188)
article-body: ΒΙΕΝΤΙΑΝΕ, 3. (Ἀσσ. Πρές). — Ἡ κυβέρνησις τοῦ Λάος ἀνεκοίνωσεν ὅτι Ρῶσσοι στρατιῶται κατέλαβον μίαν κωμόπολιν εἰς τὸ βόρειον τμῆμα τῆς χώρας. Ὁ οὐδετερόφιλος πρίγκηψ Σουβάννα Φουμὰ θὰ συναντηθῇ μετὰ τοῦ βασιλέως Σαβὰνγκ Βαττάνα διὰ τὸν σχηματισμὸν κυβερνήσεως ἐθνικῆς ἑνότητος. (1225, 686, 1521, 769)
article-body-columns (653, 516, 1213, 1656)
article-body: ΒΕΡΟΛΙΝΟΝ, 3. (Ἀθην. Πρακτ.). — Ὁ πρόεδρος τῆς Ἐπιτροπῆς τῆς Κοινῆς Ἀγορᾶς καθηγητὴς κ. Χάλσταϊν, ὁμιλῶν πρὸς δημοσιογράφους, ἐτόνισεν ὅτι ἡ σύνδεσις τῆς Ἑλλάδος μετὰ τῆς Εὐρωπαϊκῆς Οἰκονομικῆς Κοινότητος θὰ ἀποβῇ ἐπωφελὴς διὰ τὴν ἑλληνικὴν οἰκονομίαν καὶ θὰ συμβάλῃ εἰς τὴν ἀνάπτυξιν αὐτῆς. (47, 973, 421, 1032)
article-headline: ΔΙΠΛΑΣΙΟΣ ΤΟΥ ΑΓΑΛΜΑΤΟΣ ΤΗΣ ΕΛΕΥΘΕΡΙΑΣ ΘΑ ΕΙΝΑΙ Ο ΑΜΕΡΙΚΑΝΙΚΟΣ ΠΥΡΑΥΛΟΣ ΔΙ' ΕΠΗΝΔΡΩΜΕΝΗΝ ΠΤΗΣΙΝ ΕΙΣ ΣΕΛΗΝΗΝ (1232, 826, 1514, 918)
section-mini-heading: ΣΥΝΗΝΤΗΘΗ ΜΕ ΤΟΝ ΣΟΥ (1295, 1869, 1451, 1883)
article-body: Ἐνώπιον τοῦ πενταμελοῦς Ἐφετείου Ἀθηνῶν θὰ δικασθῇ τὴν προσεχῆ ἑβδομάδα ἡ ἐπικίνδυνος κλέπτρια πορτοφολίων, ἡ ὁποία ἐφήρμοζε τὴν μέθοδον τοῦ ἐναγκαλισμοῦ εἰς τὰ λεωφορεῖα καὶ τὰ τράμ. Ἡ κατηγορουμένη εἶχε συλληφθῆ κατ' ἐπανάληψιν ὑπὸ τῶν ἀστυνομικῶν ὀργάνων. (47, 700, 421, 760)
article-body: ΛΟΝΔΙΝΟΝ, 3. (Ἀσσ. Πρές). — Ἰνδονήσιοι ναῦται παρέλαβον ἓν καταδρομικὸν τὸ ὁποῖον ἐπωλήθη εἰς τὴν Ἰνδονησίαν ὑπὸ τῆς Σοβιετικῆς Ἑνώσεως. (433, 797, 641, 845)
boxed-subheading: διὰ τὰς κατασχεθείσας περιουσίας (53, 1519, 416, 1545)
article-subheading: Ὁ Γκρόνκι συνωμιλεῖ μὲ τοὺς ἀρχηγούς (74, 371, 394, 391)
article-body: ΟΥΑΣΙΓΚΤΩΝ, 3. (Ἀσσ. Πρές). — Ρυθμίζονται αἱ λεπτομέρειαι τοῦ ταξιδίου τοῦ Βρεταννοῦ πρωθυπουργοῦ εἰς τὰς Ἡνωμένας Πολιτείας. (433, 1129, 641, 1177)
article-body: ΒΙΕΝΤΙΑΝΕ, 3. (Ἀσσ. Πρές). — Ἡ κυβέρνησις τοῦ Λάος ἀνεκοίνωσεν ὅτι Ρῶσσοι στρατιῶται κατέλαβον μίαν κωμόπολιν εἰς τὸ βόρειον τμῆμα τῆς χώρας. Ὁ οὐδετερόφιλος πρίγκηψ Σουβάννα Φουμὰ θὰ συναντηθῇ μετὰ τοῦ βασιλέως Σαβὰνγκ Βαττάνα διὰ τὸν σχηματισμὸν κυβερνήσεως ἐθνικῆς ἑνότητος. (1225, 476, 1521, 560)
article-body: ΜΠΑΡΙ, 3. (Ἀσσ. Πρές). — Ὁ Βούλγαρος πιλότος τοῦ ἀεριωθουμένου, τὸ ὁποῖον κατέπεσεν εἰς τὴν νότιον Ἰταλίαν, ὑπεβλήθη εἰς δευτέραν χειρουργικὴν ἐπέμβασιν. Ἡ κατάστασις τῆς ὑγείας του κρίνεται ἱκανοποιητική. (1225, 1189, 1521, 1249)
article-paragraph: ΟΥΑΣΙΓΚΤΩΝ, 3. (Ἀσσ. Πρές). — Ὁ πρόεδρος Κέννεντυ διέταξε, ὅπως ἀπὸ τῆς Τετάρτης διακοποῦν πᾶσαι αἱ ἐμπορικαὶ συναλλαγαὶ τῶν Ἡνωμένων Πολιτειῶν μετὰ τῆς Κούβας, εἰς ἐφαρμογὴν τῶν ἀποφάσεων τῆς διασκέψεως τῆς Πούντα ντὲλ Ἔστε. Διὰ τοῦ μέτρου τούτου τὸ καθεστὼς τοῦ Κάστρο θὰ στερηθῇ συναλλάγματος τριάκοντα ἑκατομμυρίων δολλαρίων ἐτησίως, τὸ ὁποῖον προήρχετο ἐκ τῶν ἐξαγωγῶν καπνοῦ, φρούτων καὶ λαχανικῶν. Ἐξαιροῦνται μόνον τὰ τρόφιμα καὶ τὰ φάρμακα διὰ λόγους ἀνθρωπιστικούς. Ἡ κυβέρνησις τῆς Ἀργεντινῆς ἀνεκοίνωσε τὴν διακοπὴν τῶν διπλωματικῶν σχέσεων μετὰ τῆς Ἀβάνας. (1031, 690, 1213, 916)
article-halstein (47, 851, 421, 1034)
article-headline: ΕΙΣ ΤΟ ΒΟΡΕΙΟΝ ΛΑΟΣ (1257, 252, 1489, 310)
article-headline: ΜΙΑ ΣΕΣΗΜΑΣΜΕΝΗ ΚΛΕΠΤΡΙΑ ΠΟΡΤΟΦΟΛΙΩΝ ΘΑ ΔΙΚΑΣΘΗ ΥΠΟ ΤΟΥ ΕΦΕΤΕΙΟΥ ΑΘΗΝΩΝ (57, 606, 412, 662)
article-body: ΡΩΜΗ, 3. (Ρώυτερ). — Ὁ πρόεδρος τῆς Ἰταλίας κ. Γκρόνκι, ἤρχισε τὰς συνομιλίας μετὰ τῶν πολιτικῶν ἀρχηγῶν διὰ τὸν σχηματισμὸν νέας κυβερνήσεως συνασπισμοῦ τοῦ κέντρου καὶ τῆς ἀριστερᾶς. Τὸ χριστιανοδημοκρατικὸν κόμμα τοῦ πρωθυπουργοῦ κ. Φανφάνι ἀπεφάσισε νὰ ζητήσῃ τὴν ὑποστήριξιν τῶν σοσιαλιστῶν. Ἡ νέα κυβέρνησις θὰ στηρίζεται εἰς 383 βουλευτὰς ἐπὶ συνόλου 596. Οἱ κομμουνισταὶ καὶ οἱ φασισταὶ παραμένουν εἰς τὴν ἀντιπολίτευσιν. (47, 499, 421, 581)
article-body: Ὑπὸ τὴν αἰγίδα τοῦ Ὑπουργείου Βιομηχανίας θὰ συνέλθῃ προσεχῶς τὸ ἕβδομον συνέδριον τῆς ἑλληνικῆς χειροτεχνίας, κατὰ τὸ ὁποῖον θὰ ἐξετασθοῦν αἱ δυνατότητες ἀναπτύξεως τοῦ κλάδου καὶ τὰ προβλήματα τῆς ἐξαγωγῆς τῶν χειροτεχνικῶν προϊόντων. (47, 1115, 421, 1163)
article-holland (47, 1360, 421, 1665)
feature-subheading: ΑΠΟΚΑΛΥΨΕΙΣ ΤΟΥ κ. ΡΟΜΠ. ΚΕΝΝΕΝΤΥ (699, 1950, 1167, 1974)
article-algeria (1225, 1639, 1521, 2004)
article-headline: ΜΟΝΟΝ ΥΠΟΨΗΦΙΟΙ ΤΟΥ «ΠΑΤΡΙΩΤΙΚΟΥ ΜΕΤΩΠΟΥ» ΘΑ ΜΕΤΑΣΧΟΥΝ ΤΩΝ ΕΚΛΟΓΩΝ ΕΙΣ ΤΗΝ ΒΟΥΛΓΑΡΙΑΝ (1226, 1501, 1520, 1575)
section-mini-heading: ΕΙΣ ΤΑ ΗΝΩΜΕΝΑ ΕΘΝΗ (861, 601, 1004, 615)
article-subheading: Συναντᾶται μὲ τὸν βασιλέα Βαττάνα ὁ οὐδετερόφιλος πρίγκηψ Φουμά (1233, 312, 1513, 369)
article-appeal (433, 1194, 641, 1332)
divider (1225, 779, 1521, 784)
section-mini-heading: ΑΠΑΓΟΡΕΥΟΝΤΑΙ ΑΙ ΣΥΝΑΛΛΑΓΑΙ (684, 1481, 804, 1507)
article-kicker: Εἰς ἐφαρμογὴν ἀποφάσεων τῆς Πούντα ντὲλ Ἔστε (654, 169, 1212, 193)
article-headline: ΚΑΙ ΑΛΛΟ ΑΤΥΧΗΜΑ ΕΙΣ ΤΟΝ ΙΠΠΟΔΡΟΜΟΝ ΤΟΥ ΝΤΗΤΡΟΪΤ (434, 861, 640, 904)
article-body: ΝΤΗΤΡΟΪΤ, 3. — Νέον ἀτύχημα συνέβη κατὰ τὰς ἱπποδρομίας, καθ' ὃ ἐτραυματίσθη σοβαρῶς εἷς ἀναβάτης. (433, 907, 641, 942)
divider (433, 1063, 641, 1064)
main-subheading: νὰ διακοποῦν ἀπὸ τῆς Τετάρτης (747, 375, 1119, 400)
article-headline: ΕΠΟΦΕΛΗ ΔΙΑ ΤΗΝ ΕΛΛΑΔΑ ΘΕΩΡΕΙ Ο κ. ΧΑΛΣΤΑΪΝ ΤΗΝ ΣΥΝΔΕΣΙΝ ΑΥΤΗΣ ΜΕΤΑ ΤΗΣ ΚΟΙΝΗΣ ΑΓΟΡΑΣ (58, 849, 411, 906)
article-body: ΤΥΝΙΣ, 3. (Ἀσσ. Πρές). — Ἡ προσωρινὴ κυβέρνησις τῆς Ἀλγερινῆς Δημοκρατίας ζητεῖ ἐγγυήσεις ἐντίμου δημοψηφίσματος ἐκ μέρους τῆς Γαλλίας, πρὸ τῆς συνομολογήσεως τῆς ἀνακωχῆς. (1225, 1954, 1521, 2003)
divider (47, 592, 421, 597)
newspaper-page (29, 25, 1539, 2374)
article-headline: ΔΙΕΤΑΧΘΗ ΑΝΑΚΡΙΣΙΣ ΕΙΣ ΤΗΝ ΓΕΡΜΑΝΙΑΝ ΔΙΑ ΤΗΝ ΔΙΑΝΟΙΞΙΝ ΤΗΣ ΥΠΟΓΕΙΟΥ ΣΤΟΑΣ (445, 579, 629, 636)
article-paragraph: ΚΗΠΙΣΙΑΣ, 3. — Κατὰ πληροφορίας, τὸ 1963 θὰ τεθῇ εἰς κυκλοφορίαν φέρρυ μπὸτ τὸ ὁποῖον θὰ συνδέσῃ τὴν Ἑλλάδα μὲ πολλὰς χώρας τῆς Εὐρώπης. (842, 923, 1024, 983)
article-headline: ΕΓΓΥΗΣΙΝ ΕΝΤΙΜΟΥ ΔΗΜΟΨΗΦΙΣΜΑΤΟΣ ΖΗΤΟΥΝ ΟΙ ΑΛΓΕΡΙΝΟΙ ΑΠΟ ΤΗΝ ΓΑΛΛΙΑΝ ΠΡΟΣ ΣΥΝΟΜΟΛΟΓΗΣΙΝ ΤΗΣ ΑΝΑΚΩΧΗΣ (1229, 1637, 1517, 1773)
article-indonesian-sailors (433, 739, 641, 846)
article-headline: ΘΑΛΑΣΣΙΟΝ ΜΙΚΡΟΑΤΥΧΗΜΑ ΕΙΣ ΤΗΝ ΧΟΝΟΛΟΥΛΟΥ (714, 2018, 1152, 2039)
article-paragraph: ΧΟΝΟΛΟΥΛΟΥ, 3. (Ἡνωμ. Τύπος). — Ὁ ἀδελφὸς τοῦ προέδρου τῶν Ἡνωμένων Πολιτειῶν κ. Ρόμπερτ Κέννεντυ, ὁ ὁποῖος περιοδεύει ἀνὰ τὴν ὑφήλιον, ἐδήλωσεν ὅτι ὁ τέως πρόεδρος Αἰζενχάουερ κατηγορεῖται ὑπὸ τῆς δεξιᾶς ὀργανώσεως «Τζὼν Μπὲρτς» ὡς πράκτωρ τοῦ κομμουνισμοῦ. Ὁ κ. Κέννεντυ ἐχαρακτήρισε τὰς κατηγορίας αὐτὰς ὡς ἀνοήτους. (842, 2192, 1024, 2323)
article-headline: ΚΥΒΕΡΝΗΣΙΝ ΚΕΝΤΡΟΥ ΘΑ ΣΧΗΜΑΤΙΣΟΥΝ ΟΙ ΧΡΙΣΤΙΑΝΟΔΗΜΟΚΡΑΤΑΙ ΕΙΣ ΙΤΑΛΙΑΝ ΜΕ ΤΗΝ ΥΠΟΣΤΗΡΙΞΙΝ ΤΩΝ ΣΟΣΙΑΛΙΣΤΩΝ (57, 164, 412, 276)
section-mini-heading: ΜΙΑ ΑΝΑΒΟΛΗ (889, 2128, 977, 2142)
article-subheading: ΕΦΟΝΕΥΣΕ ΤΗΝ ΚΟΡΗΝ ΤΟΥ ΕΥΕΡΓΕΤΟΥ ΤΟΥ (452, 487, 622, 513)
article-laos (1225, 165, 1521, 769)
article-tunnel (433, 580, 641, 722)
article-italy (47, 165, 421, 582)
article-cuba-embargo (653, 169, 1213, 1655)
section-mini-heading: ΕΙΣ ΤΗΝ ΔΙΩΡΥΓΑ ΤΟΥ ΠΑΝΑΜΑ (866, 1228, 1000, 1254)
article-paragraph: ΧΟΝΟΛΟΥΛΟΥ, 3. (Ἡνωμ. Τύπος). — Ὁ ἀδελφὸς τοῦ προέδρου τῶν Ἡνωμένων Πολιτειῶν κ. Ρόμπερτ Κέννεντυ, ὁ ὁποῖος περιοδεύει ἀνὰ τὴν ὑφήλιον, ἐδήλωσεν ὅτι ὁ τέως πρόεδρος Αἰζενχάουερ κατηγορεῖται ὑπὸ τῆς δεξιᾶς ὀργανώσεως «Τζὼν Μπὲρτς» ὡς πράκτωρ τοῦ κομμουνισμοῦ. Ὁ κ. Κέννεντυ ἐχαρακτήρισε τὰς κατηγορίας αὐτὰς ὡς ἀνοήτους. (1031, 2041, 1213, 2172)
article-rocket (1225, 794, 1521, 1089)
divider (433, 854, 641, 855)
main-headline: ΟΙΚΟΝΟΜΙΚΟΝ ΑΠΟΚΛΕΙΣΜΟΝ ΕΝΑΝΤΙΟΝ ΤΗΣ ΚΟΥΒΑΣ ΕΚΗΡΥΞΑΝ ΑΙ ΗΝΩΜ. ΠΟΛΙΤΕΙΑΙ (683, 195, 1183, 334)
article-body: ΒΕΡΟΛΙΝΟΝ, 3. (Ἀθην. Πρακτ.). — Ὁ πρόεδρος τῆς Ἐπιτροπῆς τῆς Κοινῆς Ἀγορᾶς καθηγητὴς κ. Χάλσταϊν, ὁμιλῶν πρὸς δημοσιογράφους, ἐτόνισεν ὅτι ἡ σύνδεσις τῆς Ἑλλάδος μετὰ τῆς Εὐρωπαϊκῆς Οἰκονομικῆς Κοινότητος θὰ ἀποβῇ ἐπωφελὴς διὰ τὴν ἑλληνικὴν οἰκονομίαν καὶ θὰ συμβάλῃ εἰς τὴν ἀνάπτυξιν αὐτῆς. (47, 908, 421, 967)
article-subheading: Ὕψος 123 μέτρων καὶ βάρος 3.000 τόννων (1233, 921, 1513, 937)
article-headline: ΔΥΝΑΤΟΤΗΤΕΣ ΑΝΑΠΤΥΞΕΩΣ ΤΗΣ ΧΕΙΡΟΤΕΧΝΙΑΣ ΘΑ ΕΞΕΤΑΣΘΟΥΝ ΚΑΤΑ ΤΟ ΕΒΔΟΜΟΝ ΣΥΝΕΔΡΙΟΝ (57, 1057, 412, 1113)
article-paragraph: ΟΥΑΣΙΓΚΤΩΝ, 3. (Ἀσσ. Πρές). — Ὁ πρόεδρος Κέννεντυ διέταξε, ὅπως ἀπὸ τῆς Τετάρτης διακοποῦν πᾶσαι αἱ ἐμπορικαὶ συναλλαγαὶ τῶν Ἡνωμένων Πολιτειῶν μετὰ τῆς Κούβας, εἰς ἐφαρμογὴν τῶν ἀποφάσεων τῆς διασκέψεως τῆς Πούντα ντὲλ Ἔστε. Διὰ τοῦ μέτρου τούτου τὸ καθεστὼς τοῦ Κάστρο θὰ στερηθῇ συναλλάγματος τριάκοντα ἑκατομμυρίων δολλαρίων ἐτησίως, τὸ ὁποῖον προήρχετο ἐκ τῶν ἐξαγωγῶν καπνοῦ, φρούτων καὶ λαχανικῶν. Ἐξαιροῦνται μόνον τὰ τρόφιμα καὶ τὰ φάρμακα διὰ λόγους ἀνθρωπιστικούς. Ἡ κυβέρνησις τῆς Ἀργεντινῆς ἀνεκοίνωσε τὴν διακοπὴν τῶν διπλωματικῶν σχέσεων μετὰ τῆς Ἀβάνας. (653, 757, 835, 983)
section-mini-heading: ΔΡΑΣΙΣ ΤΡΟΜΟΚΡΑΤΩΝ (1301, 1938, 1445, 1952)
article-kicker: Κατασκευάζεται εἰς κέντρον διαστημοπορίας (1278, 794, 1468, 824)
